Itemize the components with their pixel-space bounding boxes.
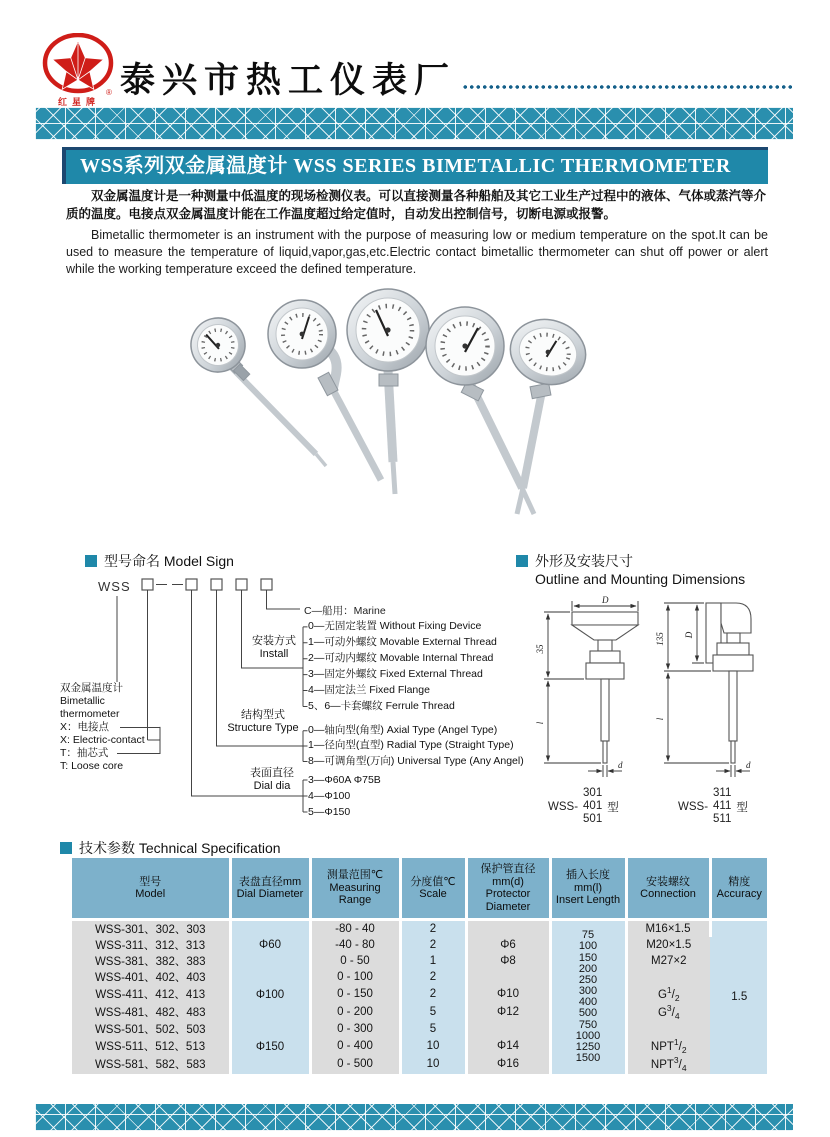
dial-item: 4—Φ100: [308, 790, 351, 802]
model-sign-left-block: [60, 682, 145, 773]
spec-cell-range: 0 - 400: [310, 1037, 400, 1055]
intro-paragraph-zh: 双金属温度计是一种测量中低温度的现场检测仪表。可以直接测量各种船舶及其它工业生产过程中的液体、气体或蒸汽等介质的温度。电接点双金属温度计能在工作温度超过给定值时，自动发出控制信号，切断电源或报警。: [66, 189, 767, 221]
outline-drawing-angled: [655, 603, 753, 777]
dial-items: [308, 772, 381, 820]
model-sign-left-line: thermometer: [60, 708, 120, 720]
spec-row: [72, 953, 767, 969]
company-name: 泰兴市热工仪表厂: [120, 60, 457, 100]
dim-35: 35: [535, 644, 545, 654]
spec-column-header: 安装螺纹 Connection: [626, 858, 710, 920]
install-item: 0—无固定装置 Without Fixing Device: [308, 620, 482, 632]
marine-item: C—船用：Marine: [304, 605, 386, 617]
dial-label: 表面直径 Dial dia: [250, 767, 294, 792]
spec-cell-model: WSS-301、302、303: [72, 920, 230, 938]
svg-text:D: D: [602, 595, 609, 605]
spec-cell-range: -40 - 80: [310, 937, 400, 953]
spec-cell-range: 0 - 200: [310, 1003, 400, 1021]
model-sign-left-line: X: Electric-contact: [60, 734, 145, 746]
spec-row: [72, 937, 767, 953]
spec-cell-range: 0 - 100: [310, 969, 400, 985]
model-sign-heading: 型号命名 Model Sign: [85, 551, 234, 571]
spec-cell-connection: [626, 1021, 710, 1037]
spec-cell-scale: 1: [400, 953, 466, 969]
model-sign-left-line: T：抽芯式: [60, 747, 109, 759]
spec-cell-insert-length: 75 100 150 200 250 300 400 500 750 1000 1250 1500: [550, 920, 626, 1074]
outline-drawings-svg: [510, 595, 815, 785]
section-marker-square: [60, 842, 72, 854]
spec-cell-range: 0 - 500: [310, 1055, 400, 1073]
model-sign-left-line: X：电接点: [60, 721, 110, 733]
spec-cell-dial-diameter: Φ150: [230, 1021, 310, 1073]
company-header: [120, 42, 794, 100]
spec-row: [72, 1003, 767, 1021]
spec-cell-protector-diameter: Φ14: [466, 1037, 550, 1055]
outline-drawings: [510, 595, 815, 840]
spec-row: [72, 985, 767, 1003]
model-sign-left-line: Bimetallic: [60, 695, 105, 707]
spec-cell-protector-diameter: Φ6: [466, 937, 550, 953]
spec-cell-protector-diameter: [466, 969, 550, 985]
company-logo: [36, 33, 122, 109]
model-number: 311: [713, 787, 732, 799]
outline-drawing-straight: [535, 595, 638, 777]
spec-cell-range: 0 - 50: [310, 953, 400, 969]
model-number: 411: [713, 800, 732, 812]
model-number: 511: [713, 813, 732, 825]
model-sign-diagram: [60, 555, 524, 835]
spec-cell-scale: 10: [400, 1055, 466, 1073]
spec-cell-connection: $NPT^3/_4$: [626, 1055, 710, 1073]
spec-row: [72, 920, 767, 938]
dim-l1: l: [535, 721, 545, 725]
spec-cell-scale: 2: [400, 969, 466, 985]
section-marker-square: [516, 555, 528, 567]
install-items: [308, 619, 497, 714]
intro-paragraph-en: Bimetallic thermometer is an instrument with the purpose of measuring low or medium temperature on the spot.It can be used to measure the temperature of liquid,vapor,gas,etc.Electric contact bimetallic thermometer can shut off power or alert while the working temperature exceed the defined temperature.: [66, 228, 768, 276]
spec-cell-protector-diameter: Φ12: [466, 1003, 550, 1021]
structure-item: 8—可调角型(万向) Universal Type (Any Angel): [308, 754, 524, 767]
spec-cell-model: WSS-481、482、483: [72, 1003, 230, 1021]
dim-135: 135: [655, 632, 665, 646]
outline-label-straight: WSS- 301 401 501 型: [548, 787, 619, 825]
spec-cell-protector-diameter: [466, 1021, 550, 1037]
install-item: 4—固定法兰 Fixed Flange: [308, 683, 430, 696]
page-title: WSS系列双金属温度计 WSS SERIES BIMETALLIC THERMOMETER: [62, 147, 768, 184]
dotted-leader: [462, 84, 792, 90]
model-number: 501: [583, 813, 603, 825]
dial-item: 3—Φ60A Φ75B: [308, 774, 381, 786]
model-number: 401: [583, 800, 603, 812]
install-label: 安装方式 Install: [252, 635, 296, 660]
spec-column-header: 精度 Accuracy: [710, 858, 767, 920]
spec-row: [72, 1037, 767, 1055]
spec-cell-dial-diameter: Φ60: [230, 920, 310, 970]
install-item: 5、6—卡套螺纹 Ferrule Thread: [308, 699, 455, 712]
model-sign-left-line: T: Loose core: [60, 760, 124, 772]
spec-table: [72, 858, 767, 1074]
model-number: 301: [583, 787, 603, 799]
spec-cell-model: WSS-501、502、503: [72, 1021, 230, 1037]
install-item: 3—固定外螺纹 Fixed External Thread: [308, 667, 483, 680]
spec-cell-accuracy: 1.5: [710, 920, 767, 1074]
brand-name: 红星牌: [57, 97, 100, 107]
spec-cell-protector-diameter: [466, 920, 550, 938]
spec-column-header: 测量范围℃ Measuring Range: [310, 858, 400, 920]
spec-cell-scale: 2: [400, 920, 466, 938]
spec-cell-protector-diameter: Φ10: [466, 985, 550, 1003]
spec-cell-connection: M20×1.5: [626, 937, 710, 953]
spec-cell-scale: 10: [400, 1037, 466, 1055]
spec-cell-model: WSS-381、382、383: [72, 953, 230, 969]
install-item: 2—可动内螺纹 Movable Internal Thread: [308, 651, 494, 664]
spec-cell-scale: 5: [400, 1021, 466, 1037]
svg-text:®: ®: [106, 88, 112, 97]
spec-cell-connection: $NPT^1/_2$: [626, 1037, 710, 1055]
dim-l2: l: [655, 717, 665, 721]
spec-cell-model: WSS-511、512、513: [72, 1037, 230, 1055]
decorative-band-top: [35, 107, 793, 140]
dim-D2: D: [684, 631, 694, 639]
spec-cell-protector-diameter: Φ8: [466, 953, 550, 969]
spec-column-header: 插入长度mm(l) Insert Length: [550, 858, 626, 920]
spec-cell-range: -80 - 40: [310, 920, 400, 938]
structure-item: 1—径向型(直型) Radial Type (Straight Type): [308, 739, 514, 752]
structure-label: 结构型式 Structure Type: [227, 709, 299, 734]
dial-item: 5—Φ150: [308, 806, 351, 818]
spec-heading: 技术参数 Technical Specification: [60, 838, 281, 858]
model-sign-left-line: 双金属温度计: [60, 682, 123, 694]
spec-cell-connection: [626, 969, 710, 985]
spec-cell-dial-diameter: Φ100: [230, 969, 310, 1021]
spec-cell-range: 0 - 300: [310, 1021, 400, 1037]
dim-d1: d: [618, 760, 623, 770]
spec-row: [72, 1055, 767, 1073]
spec-column-header: 分度值℃ Scale: [400, 858, 466, 920]
spec-cell-scale: 5: [400, 1003, 466, 1021]
model-code-prefix: WSS: [98, 579, 131, 594]
spec-cell-scale: 2: [400, 937, 466, 953]
spec-column-header: 保护管直径 mm(d) Protector Diameter: [466, 858, 550, 920]
spec-column-header: 型号 Model: [72, 858, 230, 920]
dim-d2: d: [746, 760, 751, 770]
spec-cell-model: WSS-311、312、313: [72, 937, 230, 953]
spec-row: [72, 1021, 767, 1037]
spec-cell-connection: $G^3/_4$: [626, 1003, 710, 1021]
spec-cell-model: WSS-411、412、413: [72, 985, 230, 1003]
structure-item: 0—轴向型(角型) Axial Type (Angel Type): [308, 724, 498, 736]
spec-header-row: [72, 858, 767, 920]
spec-row: [72, 969, 767, 985]
spec-cell-protector-diameter: Φ16: [466, 1055, 550, 1073]
spec-cell-range: 0 - 150: [310, 985, 400, 1003]
product-photo: [150, 282, 680, 517]
spec-cell-connection: $G^1/_2$: [626, 985, 710, 1003]
spec-cell-connection: M27×2: [626, 953, 710, 969]
install-item: 1—可动外螺纹 Movable External Thread: [308, 635, 497, 648]
spec-cell-model: WSS-581、582、583: [72, 1055, 230, 1073]
structure-items: [308, 723, 524, 769]
decorative-band-bottom: [35, 1104, 793, 1131]
spec-cell-scale: 2: [400, 985, 466, 1003]
spec-cell-model: WSS-401、402、403: [72, 969, 230, 985]
spec-table-body: [72, 920, 767, 1074]
spec-column-header: 表盘直径mm Dial Diameter: [230, 858, 310, 920]
spec-cell-connection: M16×1.5: [626, 920, 710, 938]
outline-heading: 外形及安装尺寸 Outline and Mounting Dimensions: [516, 551, 745, 587]
outline-label-angled: WSS- 311 411 511 型: [678, 787, 748, 825]
